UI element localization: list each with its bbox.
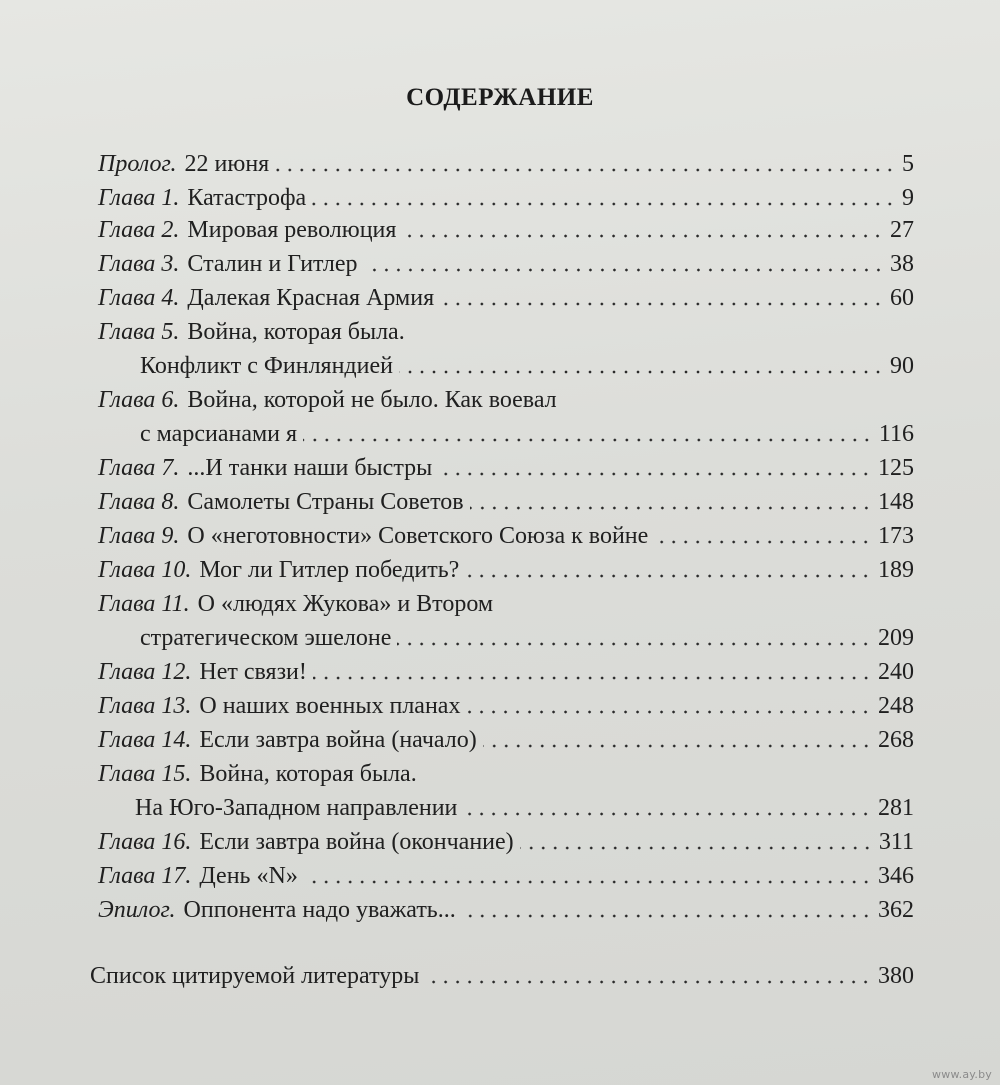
toc-entry-page-number: 116 <box>878 421 914 447</box>
toc-entry-page-number: 173 <box>878 523 914 549</box>
dot-leader <box>312 202 896 206</box>
toc-entry-title: Мог ли Гитлер победить? <box>199 557 460 583</box>
toc-entry-title: стратегическом эшелоне <box>140 625 392 651</box>
toc-entry-page-number: 346 <box>878 863 914 889</box>
toc-entry <box>98 522 914 550</box>
toc-entry <box>98 216 914 244</box>
toc-entry-page-number: 268 <box>878 727 914 753</box>
toc-entry-page-number: 189 <box>878 557 914 583</box>
toc-entry <box>98 862 914 890</box>
toc-entry-label: Пролог. <box>98 151 177 177</box>
toc-entry-label: Глава 4. <box>98 285 180 311</box>
toc-entry-title: Мировая революция <box>187 217 397 243</box>
toc-entry-title: Конфликт с Финляндией <box>140 353 393 379</box>
dot-leader <box>399 370 884 374</box>
toc-entry-page-number: 125 <box>878 455 914 481</box>
toc-entry-label: Глава 15. <box>98 761 192 787</box>
toc-entry <box>98 658 914 686</box>
dot-leader <box>654 540 872 544</box>
toc-entry-page-number: 90 <box>890 353 914 379</box>
toc-entry <box>98 184 914 212</box>
toc-entry-label: Глава 16. <box>98 829 192 855</box>
toc-entry-title: О «неготовности» Советского Союза к войне <box>187 523 649 549</box>
dot-leader <box>483 744 872 748</box>
toc-entry-label: Глава 1. <box>98 185 180 211</box>
toc-entry-label: Глава 10. <box>98 557 192 583</box>
toc-entry <box>140 624 914 652</box>
toc-entry-title: День «N» <box>199 863 298 889</box>
dot-leader <box>463 812 872 816</box>
toc-entry-page-number: 240 <box>878 659 914 685</box>
toc-entry-page-number: 281 <box>878 795 914 821</box>
dot-leader <box>466 710 872 714</box>
toc-entry-page-number: 380 <box>878 963 914 989</box>
dot-leader <box>520 846 873 850</box>
toc-entry-title: Далекая Красная Армия <box>187 285 435 311</box>
dot-leader <box>303 438 873 442</box>
toc-entry-label: Глава 7. <box>98 455 180 481</box>
dot-leader <box>425 980 872 984</box>
dot-leader <box>313 676 872 680</box>
toc-entry-label: Эпилог. <box>98 897 176 923</box>
dot-leader <box>438 472 872 476</box>
toc-entry-title: Нет связи! <box>199 659 307 685</box>
toc-entry-label: Глава 9. <box>98 523 180 549</box>
toc-entry-label: Глава 14. <box>98 727 192 753</box>
toc-entry-label: Глава 5. <box>98 319 180 345</box>
toc-entry-title: с марсианами я <box>140 421 298 447</box>
toc-entry-page-number: 148 <box>878 489 914 515</box>
toc-entry <box>98 760 914 788</box>
toc-entry-page-number: 362 <box>878 897 914 923</box>
toc-entry <box>135 794 914 822</box>
toc-entry-page-number: 38 <box>890 251 914 277</box>
toc-entry-label: Глава 11. <box>98 591 190 617</box>
toc-entry-title: Сталин и Гитлер <box>187 251 358 277</box>
toc-entry-title: Катастрофа <box>187 185 307 211</box>
toc-entry-label: Глава 13. <box>98 693 192 719</box>
toc-entry-page-number: 27 <box>890 217 914 243</box>
toc-entry-title: ...И танки наши быстры <box>187 455 433 481</box>
dot-leader <box>304 880 872 884</box>
toc-entry-title: Самолеты Страны Советов <box>187 489 464 515</box>
toc-entry-title: Если завтра война (окончание) <box>199 829 514 855</box>
toc-entry-page-number: 60 <box>890 285 914 311</box>
toc-entry-title: 22 июня <box>184 151 270 177</box>
toc-entry-title: Если завтра война (начало) <box>199 727 477 753</box>
toc-entry-label: Глава 6. <box>98 387 180 413</box>
watermark: www.ay.by <box>932 1068 992 1081</box>
toc-entry-title: О наших военных планах <box>199 693 461 719</box>
dot-leader <box>440 302 884 306</box>
toc-entry <box>90 962 914 990</box>
toc-entry-page-number: 209 <box>878 625 914 651</box>
toc-entry-title: Война, которая была. <box>187 319 405 345</box>
toc-entry-title: Война, которой не было. Как воевал <box>187 387 557 413</box>
toc-entry-label: Глава 2. <box>98 217 180 243</box>
toc-entry <box>98 250 914 278</box>
toc-entry-page-number: 5 <box>902 151 914 177</box>
toc-entry-label: Глава 8. <box>98 489 180 515</box>
toc-entry <box>98 284 914 312</box>
toc-entry <box>98 590 914 618</box>
toc-entry-title: Оппонента надо уважать... <box>183 897 456 923</box>
dot-leader <box>470 506 872 510</box>
toc-entry-label: Глава 12. <box>98 659 192 685</box>
toc-entry-title: На Юго-Западном направлении <box>135 795 458 821</box>
toc-entry <box>98 454 914 482</box>
toc-entry <box>98 150 914 178</box>
dot-leader <box>275 168 896 172</box>
toc-entry <box>98 896 914 924</box>
toc-entry-title: Война, которая была. <box>199 761 417 787</box>
toc-entry-page-number: 248 <box>878 693 914 719</box>
toc-entry <box>98 556 914 584</box>
toc-entry-title: О «людях Жукова» и Втором <box>197 591 494 617</box>
toc-entry <box>98 488 914 516</box>
toc-entry-page-number: 311 <box>878 829 914 855</box>
toc-entry <box>98 318 914 346</box>
toc-entry <box>140 352 914 380</box>
dot-leader <box>465 574 872 578</box>
dot-leader <box>462 914 872 918</box>
toc-entry-label: Глава 17. <box>98 863 192 889</box>
toc-entry <box>98 726 914 754</box>
toc-entry-title: Список цитируемой литературы <box>90 963 420 989</box>
toc-entry <box>140 420 914 448</box>
dot-leader <box>402 234 884 238</box>
toc-entry-page-number: 9 <box>902 185 914 211</box>
toc-entry <box>98 828 914 856</box>
dot-leader <box>364 268 884 272</box>
page-title: СОДЕРЖАНИЕ <box>406 84 594 111</box>
toc-entry <box>98 692 914 720</box>
toc-entry <box>98 386 914 414</box>
toc-entry-label: Глава 3. <box>98 251 180 277</box>
dot-leader <box>397 642 872 646</box>
